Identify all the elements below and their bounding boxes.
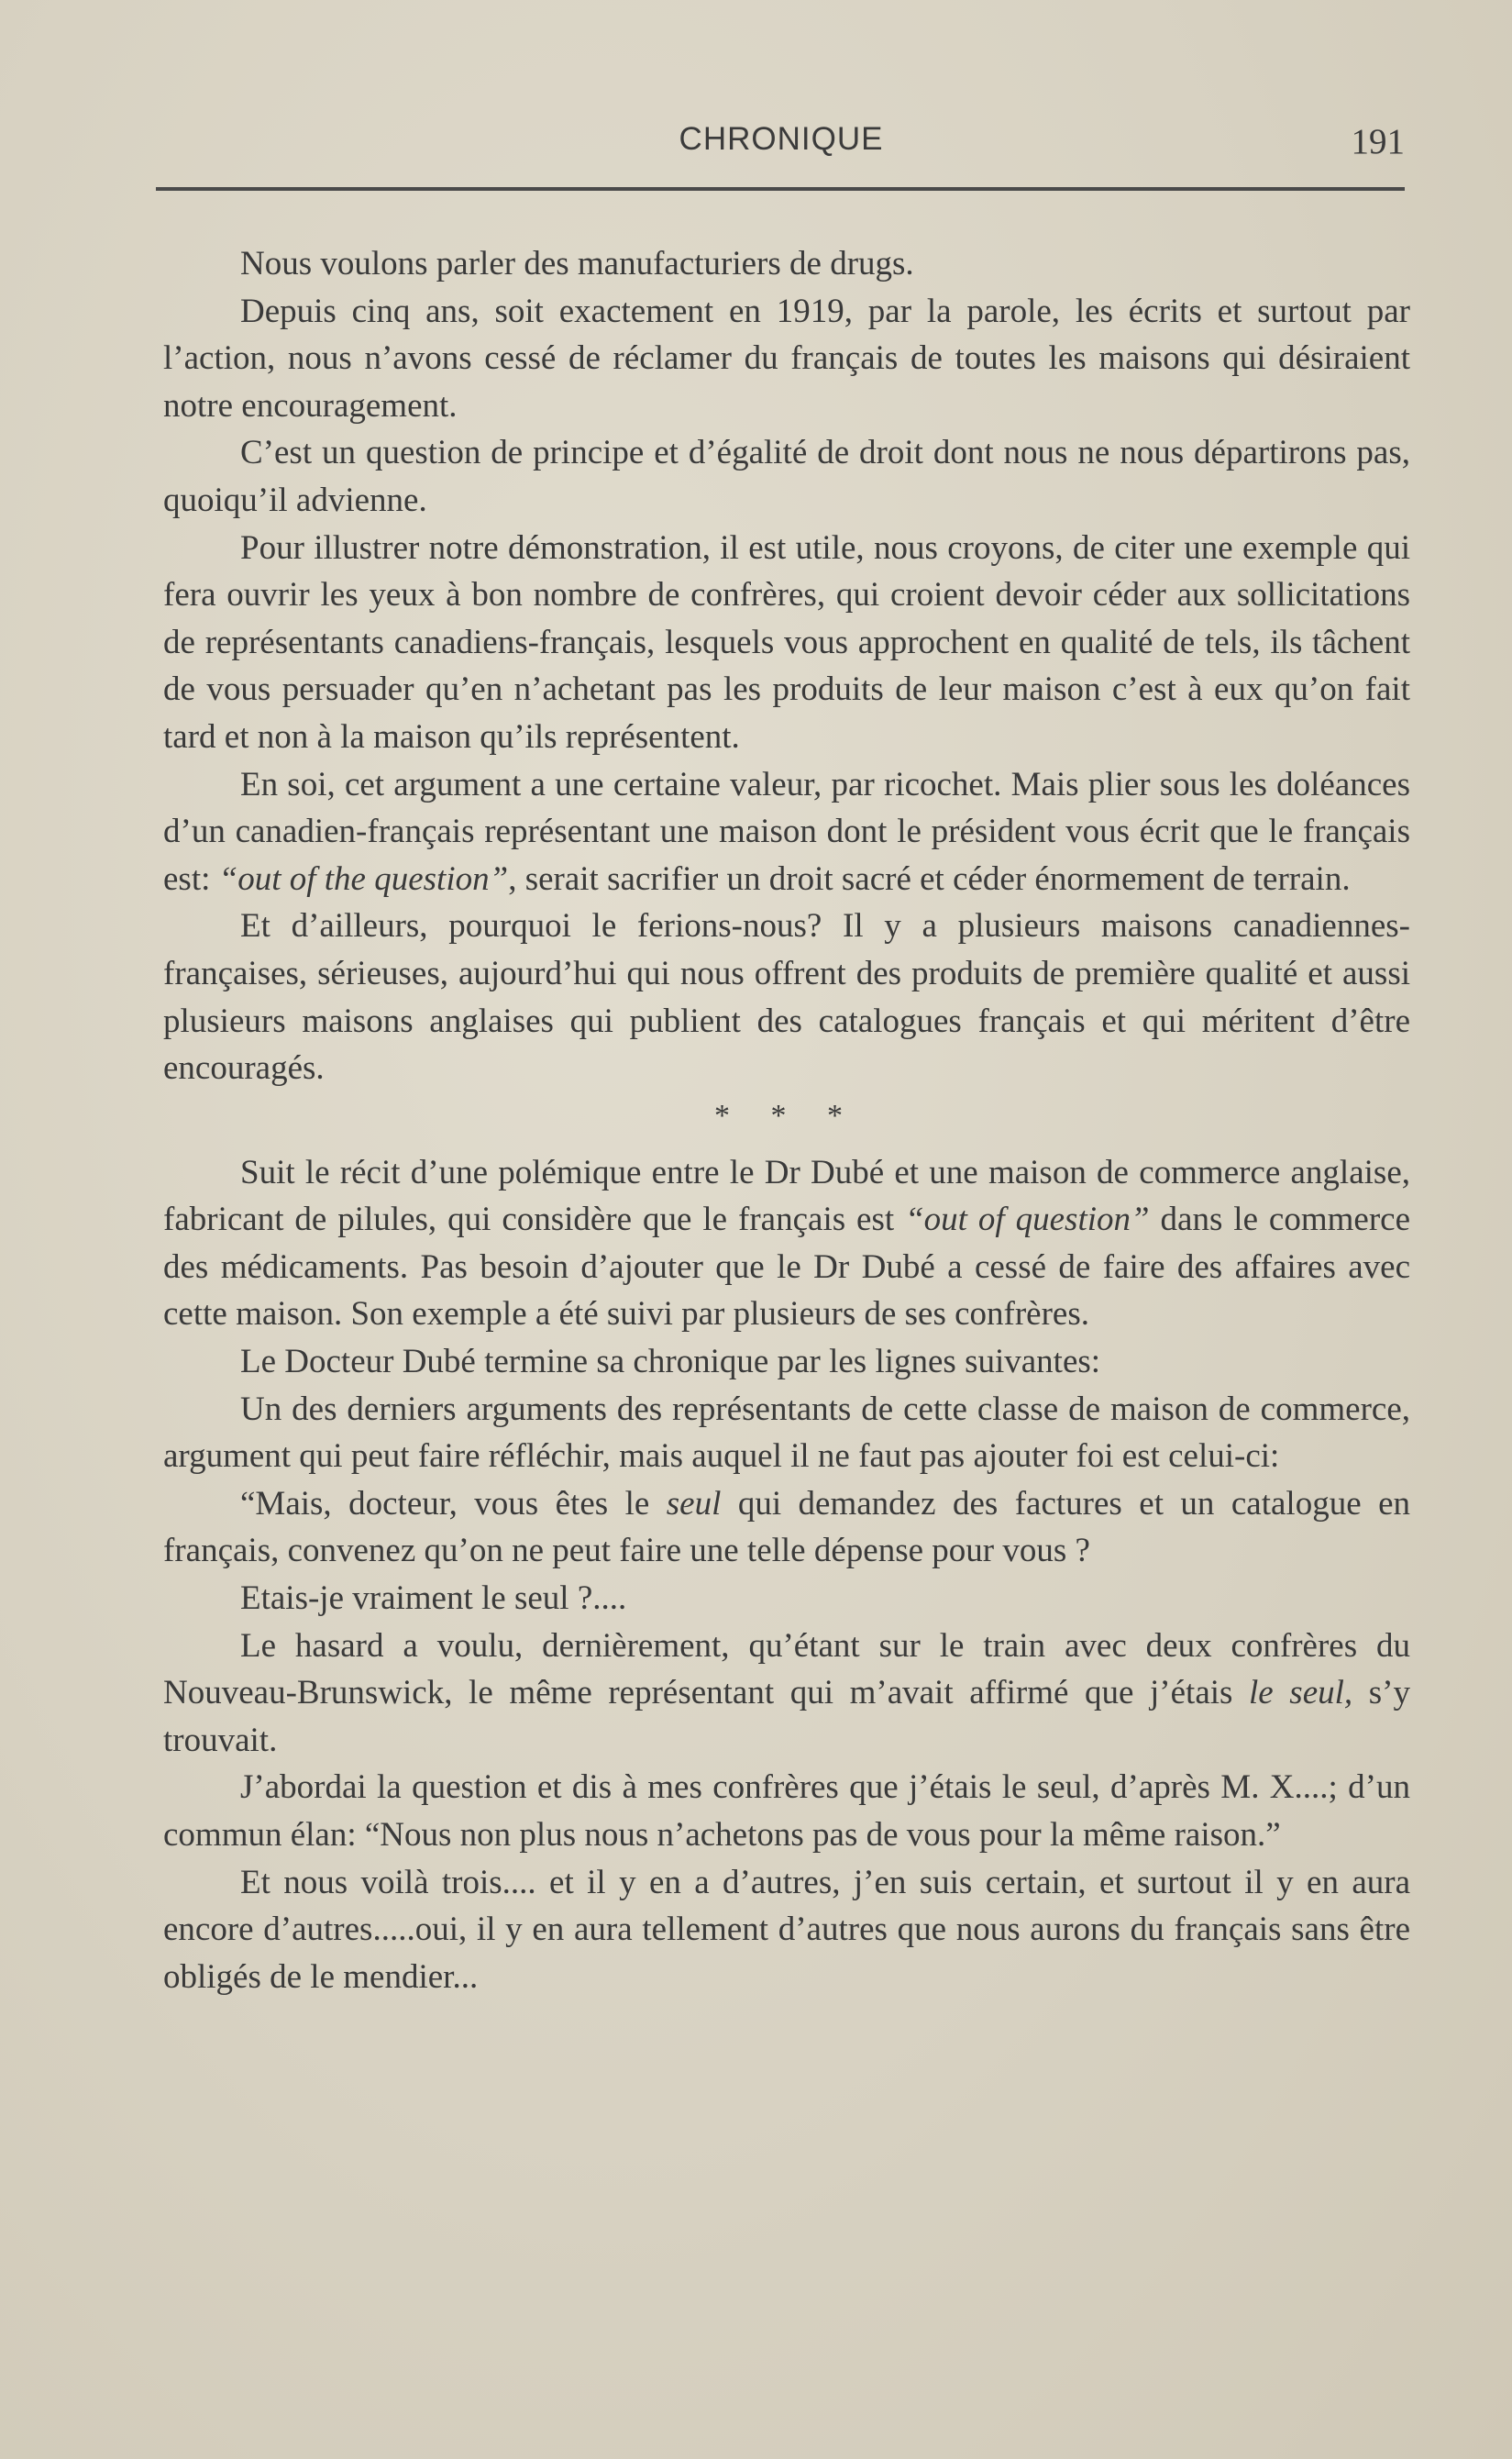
running-head (158, 121, 1405, 167)
paragraph: J’abordai la question et dis à mes confrères que j’étais le seul, d’après M. X....; d’un commun élan: “Nous non plus nous n’achetons pas de vous pour la même raison.” (163, 1768, 1410, 1854)
paragraph-text: , serait sacrifier un droit sacré et céder énormement de terrain. (508, 859, 1351, 898)
quoted-phrase: “out of question” (905, 1201, 1150, 1239)
body-text (163, 240, 1410, 2000)
quoted-phrase: “out of the question” (218, 859, 509, 898)
paragraph: Un des derniers arguments des représentants de cette classe de maison de commerce, argument qui peut faire réfléchir, mais auquel il ne faut pas ajouter foi est celui-ci: (163, 1390, 1410, 1476)
paragraph (163, 1149, 1410, 1338)
paragraph: Etais-je vraiment le seul ?.... (240, 1579, 627, 1618)
paragraph-text: Le hasard a voulu, dernièrement, qu’étant sur le train avec deux confrères du Nouveau-Brunswick, le même représentant qui m’avait affirmé que j’étais (163, 1626, 1410, 1712)
paragraph (163, 761, 1410, 903)
paragraph: Pour illustrer notre démonstration, il est utile, nous croyons, de citer une exemple qui fera ouvrir les yeux à bon nombre de confrères, qui croient devoir céder aux sollicitations de représentants canadiens-français, lesquels vous approchent en qualité de tels, ils tâchent de vous persuader qu’en n’achetant pas les produits de leur maison c’est à eux qu’on fait tard et non à la maison qu’ils représentent. (163, 528, 1410, 756)
paragraph-text: qui demandez des factures et un catalogue en français, convenez qu’on ne peut faire une telle dépense pour vous ? (163, 1484, 1410, 1570)
paragraph-text: s’y trouvait. (163, 1674, 1410, 1759)
emphasis: seul (666, 1484, 722, 1523)
paragraph (163, 1480, 1410, 1575)
paragraph: Depuis cinq ans, soit exactement en 1919, par la parole, les écrits et surtout par l’action, nous n’avons cessé de réclamer du français de toutes les maisons qui désiraient notre encouragement. (163, 292, 1410, 425)
paragraph-text: “Mais, docteur, vous êtes le (240, 1484, 667, 1523)
emphasis: le seul, (1249, 1674, 1353, 1712)
paragraph: C’est un question de principe et d’égalité de droit dont nous ne nous départirons pas, quoiqu’il advienne. (163, 434, 1410, 519)
paragraph (163, 1623, 1410, 1765)
paragraph: Nous voulons parler des manufacturiers de drugs. (240, 245, 914, 282)
paragraph-text: En soi, cet argument a une certaine valeur, par ricochet. Mais plier sous les doléances d’un canadien-français représentant une maison dont le président vous écrit que le français est: (163, 765, 1410, 898)
section-separator: * * * (714, 1098, 859, 1133)
paragraph: Et nous voilà trois.... et il y en a d’autres, j’en suis certain, et surtout il y en aura encore d’autres.....oui, il y en aura tellement d’autres que nous aurons du français sans être obligés de le mendier... (163, 1863, 1410, 1996)
paragraph: Et d’ailleurs, pourquoi le ferions-nous? Il y a plusieurs maisons canadiennes-françaises, sérieuses, aujourd’hui qui nous offrent des produits de première qualité et aussi plusieurs maisons anglaises qui publient des catalogues français et qui méritent d’être encouragés. (163, 907, 1410, 1088)
page-number: 191 (1351, 122, 1405, 161)
running-head-title: CHRONIQUE (679, 121, 884, 157)
paragraph: Le Docteur Dubé termine sa chronique par les lignes suivantes: (240, 1343, 1101, 1381)
paragraph-text: Suit le récit d’une polémique entre le Dr Dubé et une maison de commerce anglaise, fabricant de pilules, qui considère que le français est (163, 1153, 1410, 1239)
header-rule (156, 187, 1405, 191)
paragraph-text: dans le commerce des médicaments. Pas besoin d’ajouter que le Dr Dubé a cessé de faire des affaires avec cette maison. Son exemple a été suivi par plusieurs de ses confrères. (163, 1201, 1410, 1334)
